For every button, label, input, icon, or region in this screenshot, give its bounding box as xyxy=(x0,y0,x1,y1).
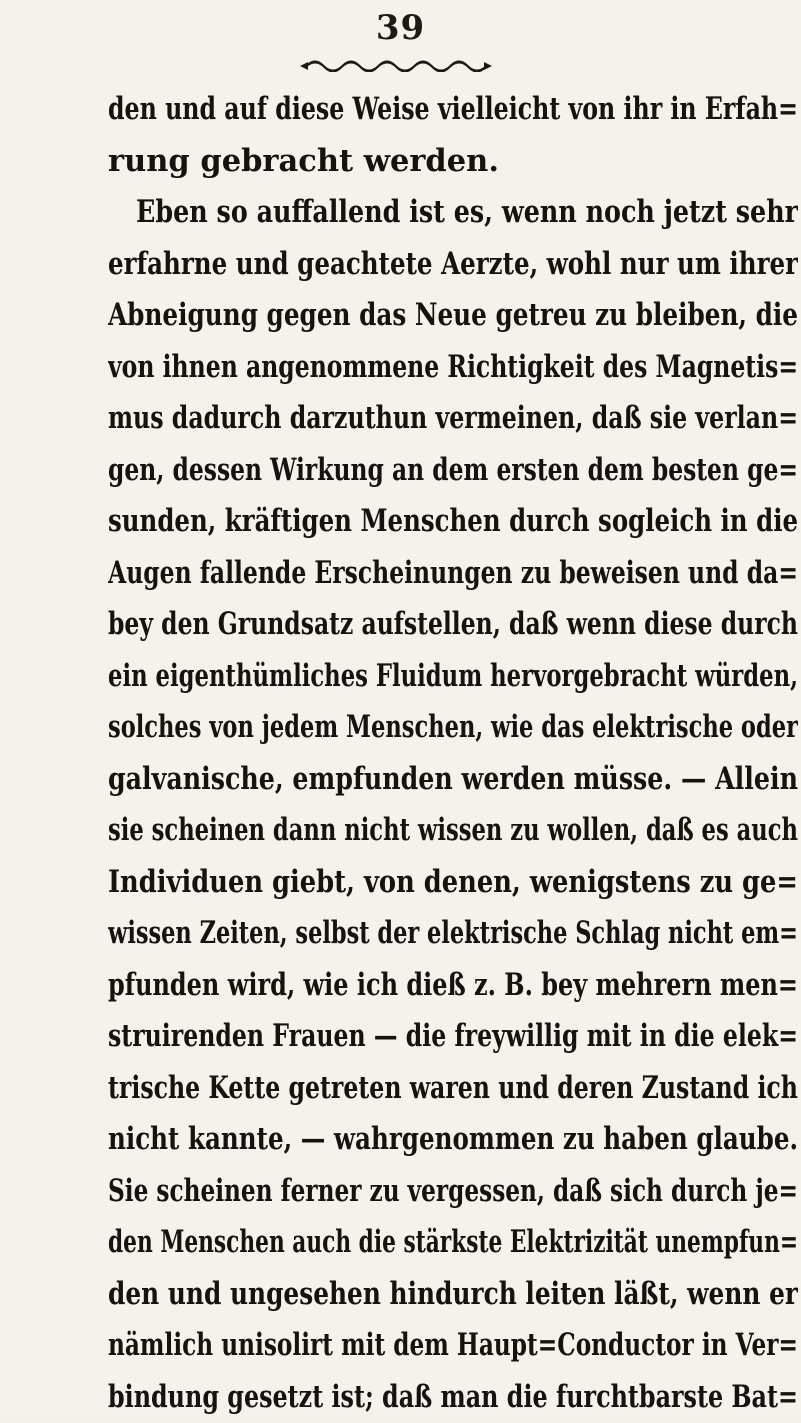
text-line: Augen fallende Erscheinungen zu beweisen und da= xyxy=(108,548,798,600)
text-line: Eben so auffallend ist es, wenn noch jetzt sehr xyxy=(108,187,798,239)
text-line: solches von jedem Menschen, wie das elektrische oder xyxy=(108,702,798,754)
text-line: pfunden wird, wie ich dieß z. B. bey mehrern men= xyxy=(108,960,798,1012)
text-line: struirenden Frauen — die freywillig mit in die elek= xyxy=(108,1011,798,1063)
text-line: erfahrne und geachtete Aerzte, wohl nur um ihrer xyxy=(108,239,798,291)
body-text xyxy=(108,84,798,1423)
text-line: bey den Grundsatz aufstellen, daß wenn diese durch xyxy=(108,599,798,651)
page-number: 39 xyxy=(376,8,425,48)
text-line: Individuen giebt, von denen, wenigstens zu ge= xyxy=(108,857,798,909)
text-line: rung gebracht werden. xyxy=(108,136,798,188)
text-line: ein eigenthümliches Fluidum hervorgebracht würden, xyxy=(108,651,798,703)
page-header xyxy=(0,8,801,48)
text-line: gen, dessen Wirkung an dem ersten dem besten ge= xyxy=(108,445,798,497)
text-line: sie scheinen dann nicht wissen zu wollen, daß es auch xyxy=(108,805,798,857)
text-line: den und ungesehen hindurch leiten läßt, wenn er xyxy=(108,1269,798,1321)
text-line: Abneigung gegen das Neue getreu zu bleiben, die xyxy=(108,290,798,342)
text-line: wissen Zeiten, selbst der elektrische Schlag nicht em= xyxy=(108,908,798,960)
text-line: sunden, kräftigen Menschen durch sogleich in die xyxy=(108,496,798,548)
text-line: bindung gesetzt ist; daß man die furchtbarste Bat= xyxy=(108,1372,798,1423)
ornament-rule-icon xyxy=(0,58,801,72)
text-line: den und auf diese Weise vielleicht von ihr in Erfah= xyxy=(108,84,798,136)
text-line: mus dadurch darzuthun vermeinen, daß sie verlan= xyxy=(108,393,798,445)
text-line: galvanische, empfunden werden müsse. — Allein xyxy=(108,754,798,806)
text-line: nicht kannte, — wahrgenommen zu haben glaube. xyxy=(108,1114,798,1166)
text-line: von ihnen angenommene Richtigkeit des Magnetis= xyxy=(108,342,798,394)
text-line: nämlich unisolirt mit dem Haupt=Conductor in Ver= xyxy=(108,1320,798,1372)
text-line: den Menschen auch die stärkste Elektrizität unempfun= xyxy=(108,1217,798,1269)
text-line: Sie scheinen ferner zu vergessen, daß sich durch je= xyxy=(108,1166,798,1218)
text-line: trische Kette getreten waren und deren Zustand ich xyxy=(108,1063,798,1115)
